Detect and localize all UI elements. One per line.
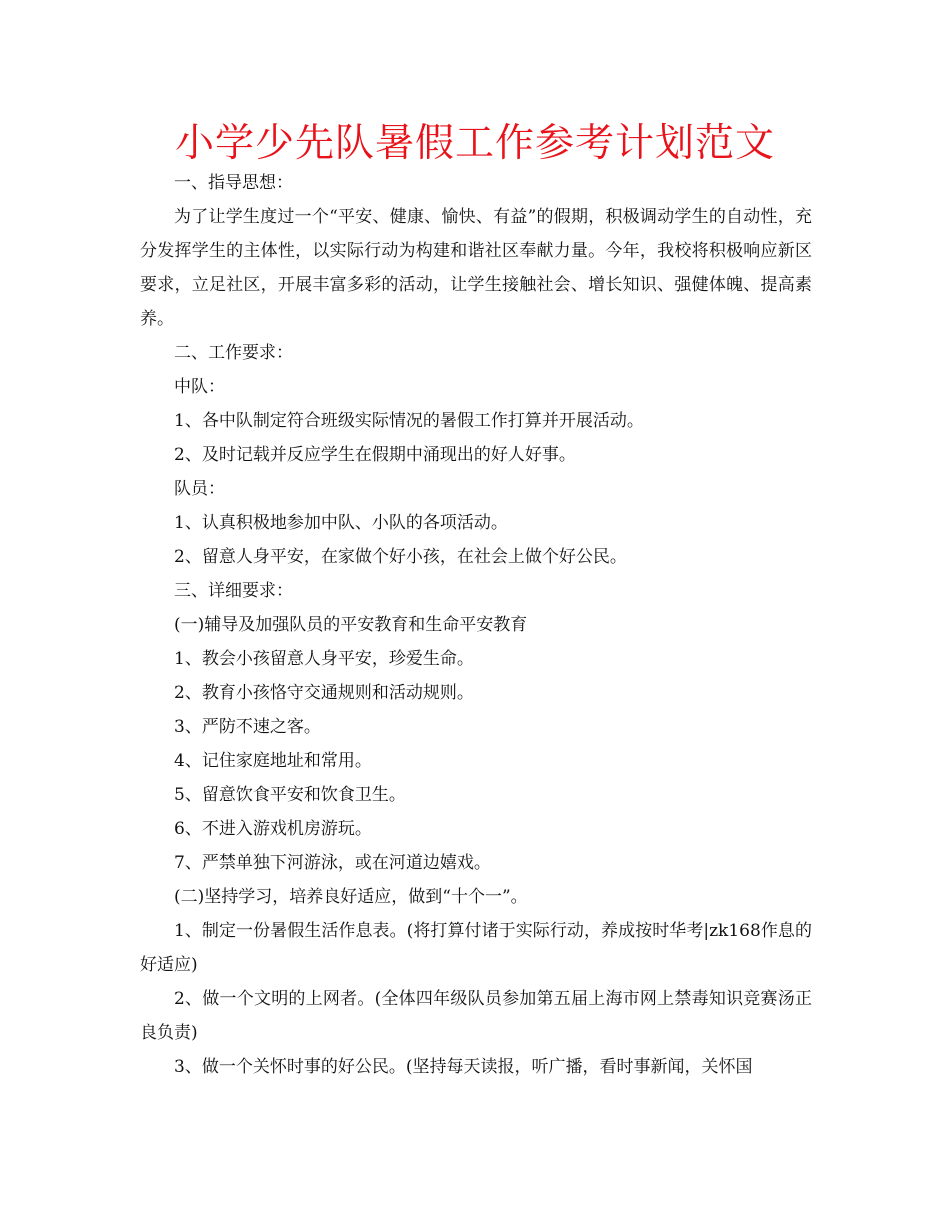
paragraph: 1、认真积极地参加中队、小队的各项活动。 bbox=[174, 513, 508, 533]
paragraph: 2、做一个文明的上网者。(全体四年级队员参加第五届上海市网上禁毒知识竞赛汤正良负责) bbox=[140, 989, 812, 1043]
document-body bbox=[140, 166, 812, 1084]
paragraph: 3、严防不速之客。 bbox=[174, 717, 321, 737]
paragraph: 2、及时记载并反应学生在假期中涌现出的好人好事。 bbox=[174, 445, 576, 465]
paragraph: 一、指导思想： bbox=[174, 173, 293, 193]
paragraph: 2、教育小孩恪守交通规则和活动规则。 bbox=[174, 683, 474, 703]
paragraph: 二、工作要求： bbox=[174, 343, 293, 363]
paragraph: 2、留意人身平安，在家做个好小孩，在社会上做个好公民。 bbox=[174, 547, 627, 567]
paragraph: 4、记住家庭地址和常用。 bbox=[174, 751, 372, 771]
paragraph: 三、详细要求： bbox=[174, 581, 293, 601]
paragraph: 6、不进入游戏机房游玩。 bbox=[174, 819, 372, 839]
paragraph: 7、严禁单独下河游泳，或在河道边嬉戏。 bbox=[174, 853, 491, 873]
paragraph: 为了让学生度过一个“平安、健康、愉快、有益”的假期，积极调动学生的自动性，充分发挥学生的主体性，以实际行动为构建和谐社区奉献力量。今年，我校将积极响应新区要求，立足社区，开展丰富多彩的活动，让学生接触社会、增长知识、强健体魄、提高素养。 bbox=[140, 207, 812, 329]
paragraph: 队员： bbox=[174, 479, 225, 499]
paragraph: (一)辅导及加强队员的平安教育和生命平安教育 bbox=[174, 615, 528, 635]
paragraph: 1、制定一份暑假生活作息表。(将打算付诸于实际行动，养成按时华考|zk168作息的好适应) bbox=[140, 921, 812, 975]
paragraph: (二)坚持学习，培养良好适应，做到“十个一”。 bbox=[174, 887, 528, 907]
paragraph: 3、做一个关怀时事的好公民。(坚持每天读报，听广播，看时事新闻，关怀国 bbox=[174, 1057, 753, 1077]
paragraph: 5、留意饮食平安和饮食卫生。 bbox=[174, 785, 406, 805]
paragraph: 中队： bbox=[174, 377, 225, 397]
document-title: 小学少先队暑假工作参考计划范文 bbox=[174, 121, 775, 166]
paragraph: 1、教会小孩留意人身平安，珍爱生命。 bbox=[174, 649, 474, 669]
paragraph: 1、各中队制定符合班级实际情况的暑假工作打算并开展活动。 bbox=[174, 411, 644, 431]
